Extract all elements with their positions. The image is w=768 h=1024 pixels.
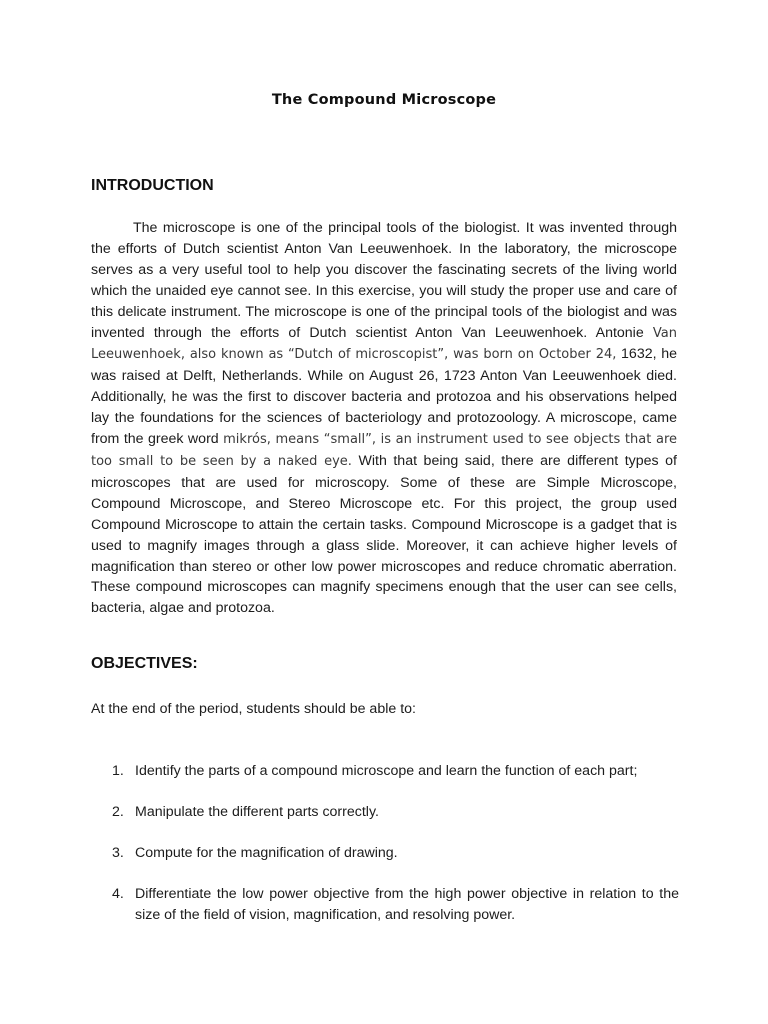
introduction-paragraph xyxy=(91,218,677,619)
objectives-heading: OBJECTIVES: xyxy=(91,655,198,672)
objective-number: 1. xyxy=(112,763,124,779)
objective-text: Identify the parts of a compound microscope and learn the function of each part; xyxy=(135,763,638,779)
introduction-heading: INTRODUCTION xyxy=(91,177,214,194)
objectives-lead-text: At the end of the period, students should be able to: xyxy=(91,701,416,717)
intro-text-segment: With that being said, there are different types of microscopes that are used for microscopy. Some of these are Simple Microscope, Compound Microscope, and Stereo Microscope etc. For this project, the group used Compound Microscope to attain the certain tasks. Compound Microscope is a gadget that is used to magnify images through a glass slide. Moreover, it can achieve higher levels of magnification than stereo or other low power microscopes and reduce chromatic aberration. These compound microscopes can magnify specimens enough that the user can see cells, bacteria, algae and protozoa. xyxy=(91,452,677,617)
objective-text: Differentiate the low power objective from the high power objective in relation to the size of the field of vision, magnification, and resolving power. xyxy=(135,886,679,923)
objective-text: Compute for the magnification of drawing. xyxy=(135,845,398,861)
document-title: The Compound Microscope xyxy=(271,92,497,108)
objective-item xyxy=(91,884,679,926)
intro-text-segment: mikrós, means “small”, is an instrument used to see objects that are too small to be seen by a naked eye. xyxy=(91,432,677,469)
objective-text: Manipulate the different parts correctly. xyxy=(135,804,379,820)
objective-number: 4. xyxy=(112,886,124,902)
objectives-list xyxy=(91,761,679,946)
objective-item xyxy=(91,843,679,864)
intro-text-segment: 1632, he was raised at Delft, Netherlands. While on August 26, 1723 Anton Van Leeuwenhoek died. Additionally, he was the first to discover bacteria and protozoa and his observations helped lay the foundations for the sciences of bacteriology and protozoology. A microscope, came from the greek word xyxy=(91,346,677,448)
intro-text-segment: The microscope is one of the principal tools of the biologist. It was invented through the efforts of Dutch scientist Anton Van Leeuwenhoek. In the laboratory, the microscope serves as a very useful tool to help you discover the fascinating secrets of the living world which the unaided eye cannot see. In this exercise, you will study the proper use and care of this delicate instrument. The microscope is one of the principal tools of the biologist and was invented through the efforts of Dutch scientist Anton Van Leeuwenhoek. Antonie xyxy=(91,220,677,341)
intro-text-segment: Van Leeuwenhoek, also known as “Dutch of microscopist”, was born on October 24, xyxy=(91,325,677,363)
objective-number: 2. xyxy=(112,804,124,820)
objective-item xyxy=(91,802,679,823)
objective-number: 3. xyxy=(112,845,124,861)
objective-item xyxy=(91,761,679,782)
